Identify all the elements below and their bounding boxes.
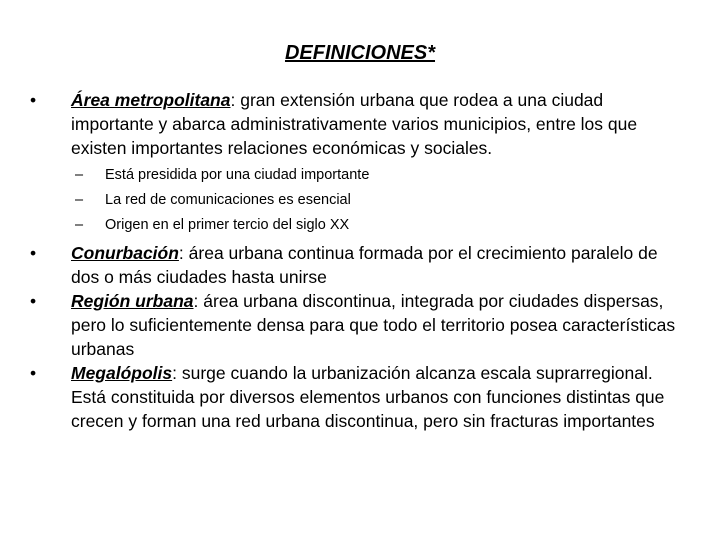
definition-item-megalopolis	[30, 361, 690, 433]
note-text: Está presidida por una ciudad importante	[105, 167, 370, 183]
definition-list-top	[30, 88, 690, 160]
definition-text: gran extensión urbana que rodea a una ciudad importante y abarca administrativamente varios municipios, entre los que existen importantes relaciones económicas y sociales.	[71, 90, 638, 158]
dash-icon: –	[75, 167, 84, 183]
definition-term: Megalópolis	[71, 363, 173, 383]
note-text: Origen en el primer tercio del siglo XX	[105, 217, 350, 233]
definition-term: Área metropolitana	[71, 90, 231, 110]
definition-separator: :	[172, 363, 177, 383]
definition-term: Región urbana	[71, 291, 194, 311]
definition-list-bottom	[30, 241, 690, 433]
metropolitan-notes-list	[30, 163, 690, 238]
definition-item-area-metropolitana	[30, 88, 690, 160]
slide-title: DEFINICIONES*	[284, 42, 436, 64]
note-item	[75, 188, 690, 213]
definition-separator: :	[193, 291, 199, 311]
definition-term: Conurbación	[71, 243, 179, 263]
note-item	[75, 163, 690, 188]
bullet-icon: •	[30, 90, 37, 110]
definition-text: surge cuando la urbanización alcanza escala suprarregional. Está constituida por diversos elementos urbanos con funciones distintas que crecen y forman una red urbana discontinua, pero sin fracturas importantes	[71, 363, 665, 431]
definition-separator: :	[178, 243, 184, 263]
note-item	[75, 213, 690, 238]
bullet-icon: •	[30, 363, 37, 383]
definition-text: área urbana discontinua, integrada por ciudades dispersas, pero lo suficientemente densa para que todo el territorio posea características urbanas	[71, 291, 676, 359]
dash-icon: –	[75, 217, 84, 233]
bullet-icon: •	[30, 291, 37, 311]
definition-item-conurbacion	[30, 241, 690, 289]
definition-item-region-urbana	[30, 289, 690, 361]
bullet-icon: •	[30, 243, 37, 263]
definition-text: área urbana continua formada por el crecimiento paralelo de dos o más ciudades hasta unirse	[71, 243, 658, 287]
dash-icon: –	[75, 192, 84, 208]
note-text: La red de comunicaciones es esencial	[105, 192, 351, 208]
definition-separator: :	[230, 90, 236, 110]
